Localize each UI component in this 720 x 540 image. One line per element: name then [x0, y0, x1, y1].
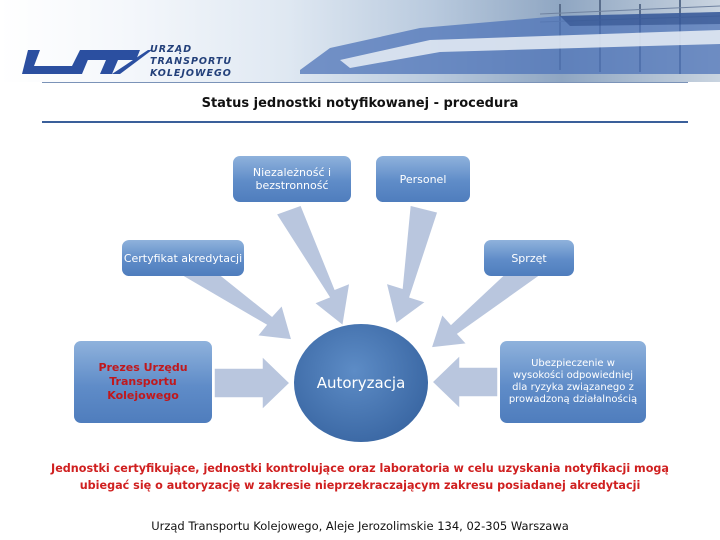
box-insurance-label: Ubezpieczenie w wysokości odpowiedniej dla ryzyka związanego z prowadzoną działalnością [508, 358, 638, 405]
arrow-independence [276, 205, 350, 326]
note-text: Jednostki certyfikujące, jednostki kontrolujące oraz laboratoria w celu uzyskania notyfikacji mogą ubiegać się o autoryzację w zakresie nieprzekraczającym zakresu posiadanej akredytacji [51, 462, 669, 492]
arrow-insurance [432, 355, 498, 409]
center-authorization [294, 324, 428, 442]
arrow-personnel [386, 205, 438, 324]
logo-line-3: KOLEJOWEGO [150, 68, 232, 79]
box-president [74, 341, 212, 423]
center-authorization-label: Autoryzacja [316, 374, 406, 392]
box-insurance [500, 341, 646, 423]
box-president-label: Prezes Urzędu Transportu Kolejowego [98, 361, 188, 402]
footer-address: Urząd Transportu Kolejowego, Aleje Jerozolimskie 134, 02-305 Warszawa [151, 519, 569, 533]
box-personnel [376, 156, 470, 202]
box-independence [233, 156, 351, 202]
logo-line-1: URZĄD [150, 44, 193, 55]
box-equipment-label: Sprzęt [511, 251, 547, 265]
arrow-president [214, 356, 290, 410]
box-equipment [484, 240, 574, 276]
box-personnel-label: Personel [399, 172, 447, 186]
box-independence-label: Niezależność i bezstronność [252, 166, 332, 192]
slide-title: Status jednostki notyfikowanej - procedura [201, 96, 519, 111]
logo-line-2: TRANSPORTU [150, 56, 233, 67]
box-certificate [122, 240, 244, 276]
box-certificate-label: Certyfikat akredytacji [123, 251, 243, 265]
